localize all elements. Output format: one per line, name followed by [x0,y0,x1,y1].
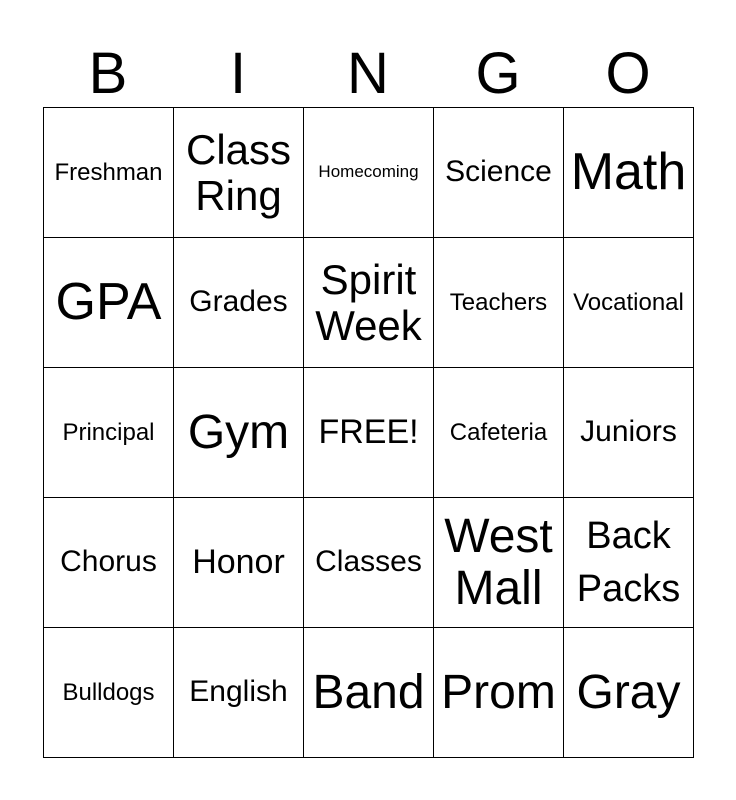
bingo-cell[interactable] [434,238,564,368]
header-letter-b: B [88,41,128,106]
bingo-cell[interactable] [174,498,304,628]
bingo-cell[interactable] [174,108,304,238]
bingo-cell[interactable] [434,108,564,238]
cell-label: West Mall [444,509,553,615]
header-letter-g: G [475,41,521,106]
bingo-cell[interactable] [434,628,564,758]
cell-label: Homecoming [318,162,419,182]
cell-label: Band [312,665,425,719]
cell-label: Class Ring [185,126,292,219]
cell-label: Back Packs [576,515,681,610]
cell-label: English [189,675,288,709]
bingo-header [43,42,693,106]
cell-label: Gym [187,405,290,459]
cell-label: Science [445,155,552,189]
cell-label: Juniors [580,415,677,449]
bingo-cell[interactable] [44,628,174,758]
cell-label: Chorus [60,545,157,579]
cell-label: Cafeteria [449,418,548,446]
cell-label: Teachers [449,288,548,316]
bingo-cell[interactable] [304,108,434,238]
bingo-board [43,107,694,758]
cell-label: Bulldogs [62,678,155,706]
cell-label: Vocational [573,288,684,316]
bingo-cell[interactable] [174,628,304,758]
cell-label: Grades [189,285,288,319]
bingo-cell[interactable] [44,498,174,628]
header-letter-i: I [229,41,247,106]
bingo-cell[interactable] [304,238,434,368]
bingo-cell[interactable] [174,238,304,368]
cell-label: Freshman [54,158,163,186]
free-space-cell[interactable] [304,368,434,498]
cell-label: FREE! [318,413,419,452]
cell-label: Prom [441,665,556,719]
cell-label: Gray [576,665,681,719]
cell-label: GPA [55,273,162,332]
cell-label: Principal [62,418,155,446]
header-letter-n: N [347,41,389,106]
bingo-cell[interactable] [564,238,694,368]
bingo-cell[interactable] [564,498,694,628]
bingo-cell[interactable] [44,108,174,238]
bingo-cell[interactable] [564,368,694,498]
bingo-cell[interactable] [564,108,694,238]
cell-label: Spirit Week [315,256,422,349]
bingo-cell[interactable] [44,238,174,368]
bingo-cell[interactable] [174,368,304,498]
bingo-cell[interactable] [434,498,564,628]
header-letter-o: O [605,41,651,106]
bingo-cell[interactable] [434,368,564,498]
bingo-cell[interactable] [564,628,694,758]
cell-label: Classes [315,545,422,579]
cell-label: Honor [192,543,285,582]
bingo-cell[interactable] [304,498,434,628]
bingo-cell[interactable] [304,628,434,758]
cell-label: Math [570,143,687,202]
bingo-cell[interactable] [44,368,174,498]
